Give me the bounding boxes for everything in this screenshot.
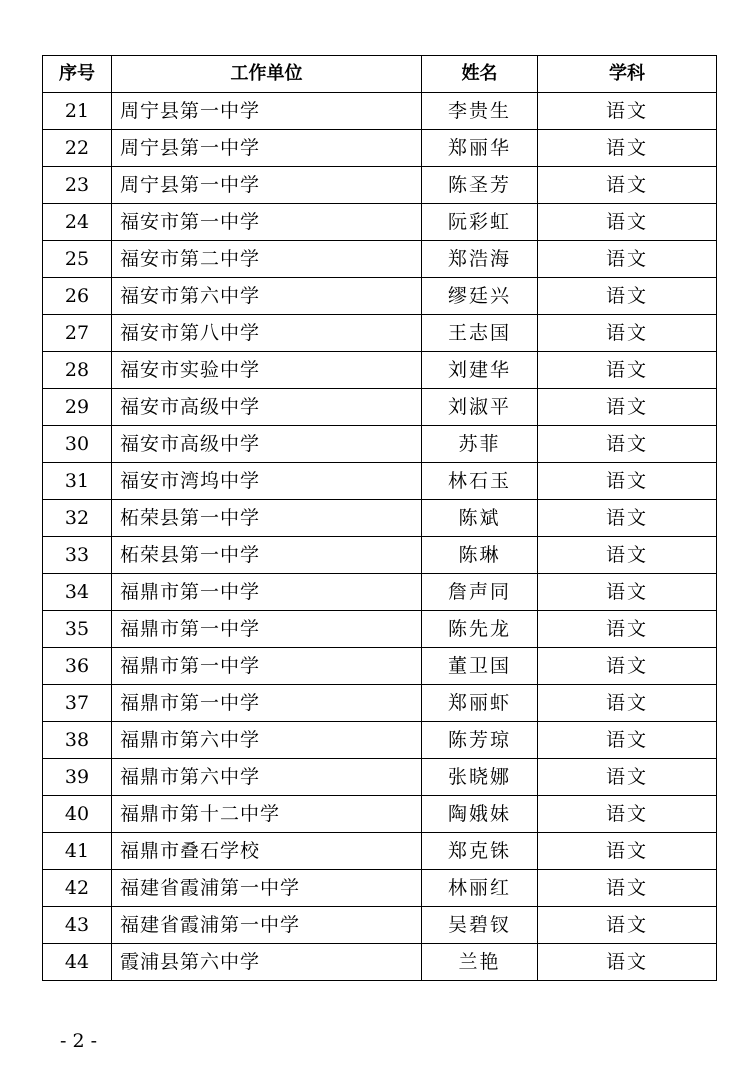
table-row [43, 870, 717, 907]
row-number: 34 [43, 574, 112, 611]
table-row [43, 463, 717, 500]
row-number: 31 [43, 463, 112, 500]
row-subject: 语文 [538, 537, 717, 574]
row-subject: 语文 [538, 870, 717, 907]
row-number: 42 [43, 870, 112, 907]
table-row [43, 796, 717, 833]
row-unit: 福安市湾坞中学 [112, 463, 422, 500]
row-name: 张晓娜 [422, 759, 538, 796]
table-body [43, 93, 717, 981]
table-row [43, 315, 717, 352]
table-row [43, 722, 717, 759]
table-row [43, 278, 717, 315]
table-row [43, 352, 717, 389]
row-subject: 语文 [538, 833, 717, 870]
row-unit: 福鼎市第十二中学 [112, 796, 422, 833]
row-subject: 语文 [538, 463, 717, 500]
table-row [43, 167, 717, 204]
page-number: - 2 - [60, 1030, 98, 1052]
row-unit: 福建省霞浦第一中学 [112, 907, 422, 944]
row-subject: 语文 [538, 500, 717, 537]
row-unit: 福鼎市第六中学 [112, 759, 422, 796]
table-header-row [43, 56, 717, 93]
row-subject: 语文 [538, 93, 717, 130]
row-number: 43 [43, 907, 112, 944]
row-name: 陈琳 [422, 537, 538, 574]
row-unit: 福安市第二中学 [112, 241, 422, 278]
table-row [43, 907, 717, 944]
table-row [43, 241, 717, 278]
row-subject: 语文 [538, 611, 717, 648]
row-subject: 语文 [538, 241, 717, 278]
row-number: 32 [43, 500, 112, 537]
row-number: 38 [43, 722, 112, 759]
row-name: 郑丽虾 [422, 685, 538, 722]
row-name: 苏菲 [422, 426, 538, 463]
row-subject: 语文 [538, 648, 717, 685]
row-unit: 福鼎市第一中学 [112, 611, 422, 648]
row-number: 39 [43, 759, 112, 796]
row-number: 22 [43, 130, 112, 167]
row-number: 25 [43, 241, 112, 278]
roster-table [42, 55, 717, 981]
row-number: 41 [43, 833, 112, 870]
row-subject: 语文 [538, 352, 717, 389]
row-name: 李贵生 [422, 93, 538, 130]
row-subject: 语文 [538, 574, 717, 611]
row-subject: 语文 [538, 130, 717, 167]
row-subject: 语文 [538, 759, 717, 796]
row-number: 24 [43, 204, 112, 241]
row-name: 陈圣芳 [422, 167, 538, 204]
table-row [43, 204, 717, 241]
table-row [43, 426, 717, 463]
row-unit: 福安市高级中学 [112, 389, 422, 426]
row-subject: 语文 [538, 907, 717, 944]
table-row [43, 611, 717, 648]
row-number: 21 [43, 93, 112, 130]
row-name: 陈先龙 [422, 611, 538, 648]
table-row [43, 93, 717, 130]
row-unit: 福鼎市第六中学 [112, 722, 422, 759]
row-subject: 语文 [538, 722, 717, 759]
row-name: 刘建华 [422, 352, 538, 389]
row-unit: 福建省霞浦第一中学 [112, 870, 422, 907]
row-number: 28 [43, 352, 112, 389]
row-name: 缪廷兴 [422, 278, 538, 315]
row-subject: 语文 [538, 315, 717, 352]
row-unit: 福安市第一中学 [112, 204, 422, 241]
row-unit: 柘荣县第一中学 [112, 500, 422, 537]
table-row [43, 389, 717, 426]
row-number: 44 [43, 944, 112, 981]
row-unit: 柘荣县第一中学 [112, 537, 422, 574]
row-number: 27 [43, 315, 112, 352]
table-row [43, 500, 717, 537]
table-row [43, 130, 717, 167]
table-row [43, 685, 717, 722]
row-name: 林丽红 [422, 870, 538, 907]
row-subject: 语文 [538, 426, 717, 463]
row-unit: 福安市高级中学 [112, 426, 422, 463]
row-number: 26 [43, 278, 112, 315]
table-row [43, 537, 717, 574]
table-row [43, 833, 717, 870]
row-number: 36 [43, 648, 112, 685]
row-name: 兰艳 [422, 944, 538, 981]
row-name: 董卫国 [422, 648, 538, 685]
row-name: 郑丽华 [422, 130, 538, 167]
row-unit: 福鼎市叠石学校 [112, 833, 422, 870]
row-unit: 周宁县第一中学 [112, 130, 422, 167]
row-number: 23 [43, 167, 112, 204]
row-subject: 语文 [538, 796, 717, 833]
row-unit: 福安市实验中学 [112, 352, 422, 389]
row-name: 郑克铢 [422, 833, 538, 870]
row-number: 29 [43, 389, 112, 426]
row-name: 刘淑平 [422, 389, 538, 426]
row-unit: 霞浦县第六中学 [112, 944, 422, 981]
row-name: 詹声同 [422, 574, 538, 611]
row-number: 30 [43, 426, 112, 463]
table-row [43, 648, 717, 685]
row-name: 王志国 [422, 315, 538, 352]
row-number: 33 [43, 537, 112, 574]
row-name: 郑浩海 [422, 241, 538, 278]
row-unit: 周宁县第一中学 [112, 93, 422, 130]
row-subject: 语文 [538, 389, 717, 426]
table-row [43, 574, 717, 611]
row-unit: 福鼎市第一中学 [112, 685, 422, 722]
row-unit: 福鼎市第一中学 [112, 648, 422, 685]
row-unit: 福鼎市第一中学 [112, 574, 422, 611]
row-unit: 福安市第六中学 [112, 278, 422, 315]
row-name: 陈斌 [422, 500, 538, 537]
row-subject: 语文 [538, 167, 717, 204]
row-number: 35 [43, 611, 112, 648]
table-row [43, 944, 717, 981]
row-name: 陶娥妹 [422, 796, 538, 833]
row-name: 吴碧钗 [422, 907, 538, 944]
row-unit: 福安市第八中学 [112, 315, 422, 352]
row-subject: 语文 [538, 944, 717, 981]
row-number: 37 [43, 685, 112, 722]
header-unit: 工作单位 [112, 56, 422, 93]
row-subject: 语文 [538, 685, 717, 722]
row-number: 40 [43, 796, 112, 833]
header-name: 姓名 [422, 56, 538, 93]
header-no: 序号 [43, 56, 112, 93]
row-name: 阮彩虹 [422, 204, 538, 241]
row-name: 林石玉 [422, 463, 538, 500]
row-unit: 周宁县第一中学 [112, 167, 422, 204]
row-subject: 语文 [538, 204, 717, 241]
row-subject: 语文 [538, 278, 717, 315]
row-name: 陈芳琼 [422, 722, 538, 759]
table-row [43, 759, 717, 796]
header-subject: 学科 [538, 56, 717, 93]
